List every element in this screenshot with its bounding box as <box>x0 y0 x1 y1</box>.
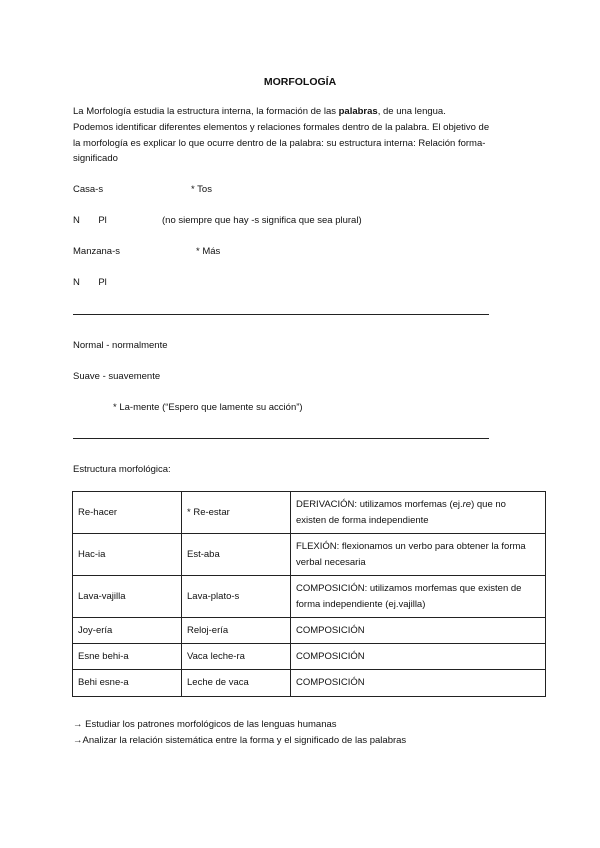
separator-1 <box>73 314 489 315</box>
table-cell: Joy-ería <box>73 618 182 644</box>
table-row <box>73 670 546 697</box>
table-cell: Vaca leche-ra <box>182 644 291 670</box>
intro-line-4: significado <box>73 153 118 164</box>
desc-text: COMPOSICIÓN: utilizamos morfemas que existen de <box>296 583 522 594</box>
separator-2 <box>73 438 489 439</box>
example-mas: * Más <box>196 246 221 257</box>
example-n-pl-1: N Pl <box>73 215 107 226</box>
desc-text: forma independiente (ej.vajilla) <box>296 598 426 610</box>
table-cell: Hac-ia <box>73 534 182 576</box>
desc-text: DERIVACIÓN: utilizamos morfemas (ej. <box>296 499 463 510</box>
bullet-2: →Analizar la relación sistemática entre la forma y el significado de las palabras <box>73 735 407 746</box>
table-cell-description: COMPOSICIÓN <box>291 618 546 644</box>
table-cell-description: COMPOSICIÓN <box>291 670 546 697</box>
table-cell: Est-aba <box>182 534 291 576</box>
table-cell: Reloj-ería <box>182 618 291 644</box>
adverb-lamente: * La-mente (“Espero que lamente su acción”) <box>113 402 303 413</box>
table-cell: Esne behi-a <box>73 644 182 670</box>
table-cell-description <box>291 492 546 534</box>
table-heading: Estructura morfológica: <box>73 464 171 475</box>
adverb-suave: Suave - suavemente <box>73 371 161 382</box>
intro-line-1-post: , de una lengua. <box>377 106 446 117</box>
table-cell-description <box>291 534 546 576</box>
desc-text: verbal necesaria <box>296 556 366 568</box>
table-cell-description <box>291 576 546 618</box>
table-row <box>73 576 546 618</box>
table-row <box>73 644 546 670</box>
table-row <box>73 492 546 534</box>
table-cell: * Re-estar <box>182 492 291 534</box>
intro-line-3: la morfología es explicar lo que ocurre dentro de la palabra: su estructura interna: Relación forma- <box>73 138 486 149</box>
table-cell: Leche de vaca <box>182 670 291 697</box>
desc-text: ) que no <box>471 499 506 510</box>
desc-italic: re <box>462 499 472 510</box>
intro-line-1-pre: La Morfología estudia la estructura interna, la formación de las <box>73 106 339 117</box>
table-row <box>73 534 546 576</box>
desc-text: existen de forma independiente <box>296 514 429 526</box>
example-manzanas: Manzana-s <box>73 246 120 257</box>
morphology-table <box>72 491 546 697</box>
intro-keyword: palabras <box>338 106 378 117</box>
table-cell: Re-hacer <box>73 492 182 534</box>
desc-text: FLEXIÓN: flexionamos un verbo para obtener la forma <box>296 541 526 552</box>
example-casas: Casa-s <box>73 184 104 195</box>
intro-line-2: Podemos identificar diferentes elementos y relaciones formales dentro de la palabra. El objetivo de <box>73 122 490 133</box>
intro-line-1 <box>73 104 446 120</box>
example-tos: * Tos <box>191 184 212 195</box>
table-cell: Lava-vajilla <box>73 576 182 618</box>
table-cell: Behi esne-a <box>73 670 182 697</box>
table-cell: Lava-plato-s <box>182 576 291 618</box>
bullet-1: → Estudiar los patrones morfológicos de las lenguas humanas <box>73 719 337 730</box>
page-title: MORFOLOGÍA <box>263 76 337 88</box>
table-row <box>73 618 546 644</box>
adverb-normal: Normal - normalmente <box>73 340 168 351</box>
example-note: (no siempre que hay -s significa que sea plural) <box>162 215 362 226</box>
example-n-pl-2: N Pl <box>73 277 107 288</box>
table-cell-description: COMPOSICIÓN <box>291 644 546 670</box>
